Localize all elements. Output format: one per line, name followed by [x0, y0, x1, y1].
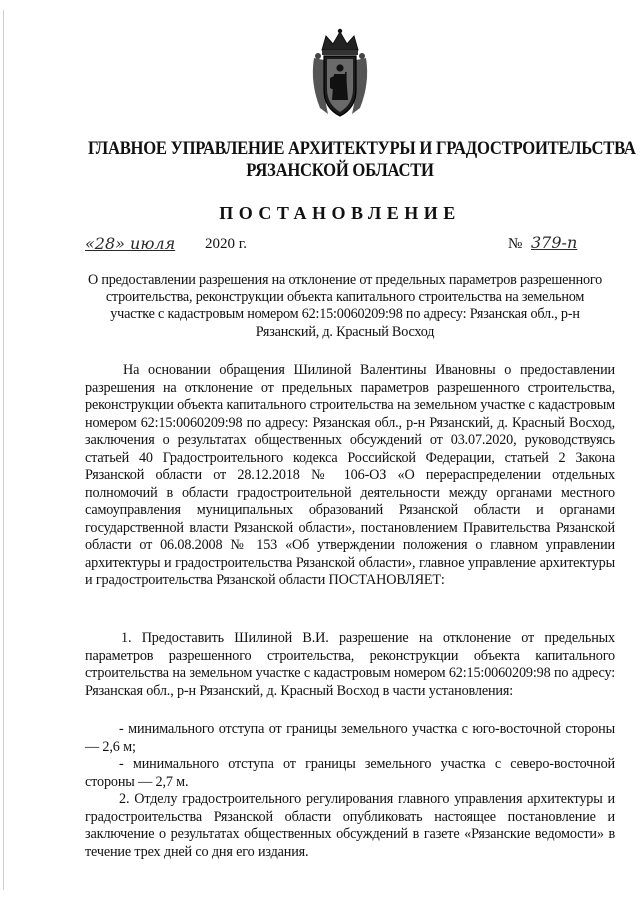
- date-number-row: [85, 233, 605, 260]
- organization-title-line1: ГЛАВНОЕ УПРАВЛЕНИЕ АРХИТЕКТУРЫ И ГРАДОСТРОИТЕЛЬСТВА: [88, 139, 636, 159]
- resolution-item-1: 1. Предоставить Шилиной В.И. разрешение на отклонение от предельных параметров разрешенного строительства, реконструкции объекта капитального строительства на земельном участке с кадастровым номером 62:15:0060209:98 по адресу: Рязанская обл., р-н Рязанский, д. Красный Восход в части установления:: [85, 630, 615, 699]
- document-type-title: ПОСТАНОВЛЕНИЕ: [219, 203, 461, 223]
- resolution-item-2: 2. Отделу градостроительного регулирования главного управления архитектуры и градостроительства Рязанской области опубликовать настоящее постановление и заключение о результатах общественных обсуждений в газете «Рязанские ведомости» в течение трех дней со дня его издания.: [85, 791, 615, 860]
- number-sign: №: [508, 236, 523, 252]
- document-year: 2020 г.: [205, 236, 247, 252]
- resolution-item-1-subitem-1: - минимального отступа от границы земельного участка с юго-восточной стороны — 2,6 м;: [85, 721, 615, 755]
- preamble-paragraph: На основании обращения Шилиной Валентины Ивановны о предоставлении разрешения на отклонение от предельных параметров разрешенного строительства, реконструкции объекта капитального строительства на земельном участке с кадастровым номером 62:15:0060209:98 по адресу: Рязанская обл., р-н Рязанский, д. Красный Восход, заключения о результатах общественных обсуждений от 03.07.2020, руководствуясь статьей 40 Градостроительного кодекса Российской Федерации, статьей 2 Закона Рязанской области от 28.12.2018 № 106-ОЗ «О перераспределении отдельных полномочий в области градостроительной деятельности между органами местного самоуправления муниципальных образований Рязанской области и органами государственной власти Рязанской области», постановлением Правительства Рязанской области от 06.08.2008 № 153 «Об утверждении положения о главном управлении архитектуры и градостроительства Рязанской области», главное управление архитектуры и градостроительства Рязанской области ПОСТАНОВЛЯЕТ:: [85, 362, 615, 588]
- resolution-item-1-subitem-2: - минимального отступа от границы земельного участка с северо-восточной стороны — 2,7 м.: [85, 756, 615, 790]
- handwritten-number: 379-п: [531, 233, 578, 252]
- handwritten-date: «28» июля: [85, 234, 176, 253]
- coat-of-arms-icon: [308, 28, 372, 120]
- document-subject: О предоставлении разрешения на отклонение от предельных параметров разрешенного строительства, реконструкции объекта капитального строительства на земельном участке с кадастровым номером 62:15:0060209:98 по адресу: Рязанская обл., р-н Рязанский, д. Красный Восход: [87, 272, 603, 340]
- organization-title-line2: РЯЗАНСКОЙ ОБЛАСТИ: [246, 161, 434, 181]
- scan-edge-line: [3, 10, 4, 890]
